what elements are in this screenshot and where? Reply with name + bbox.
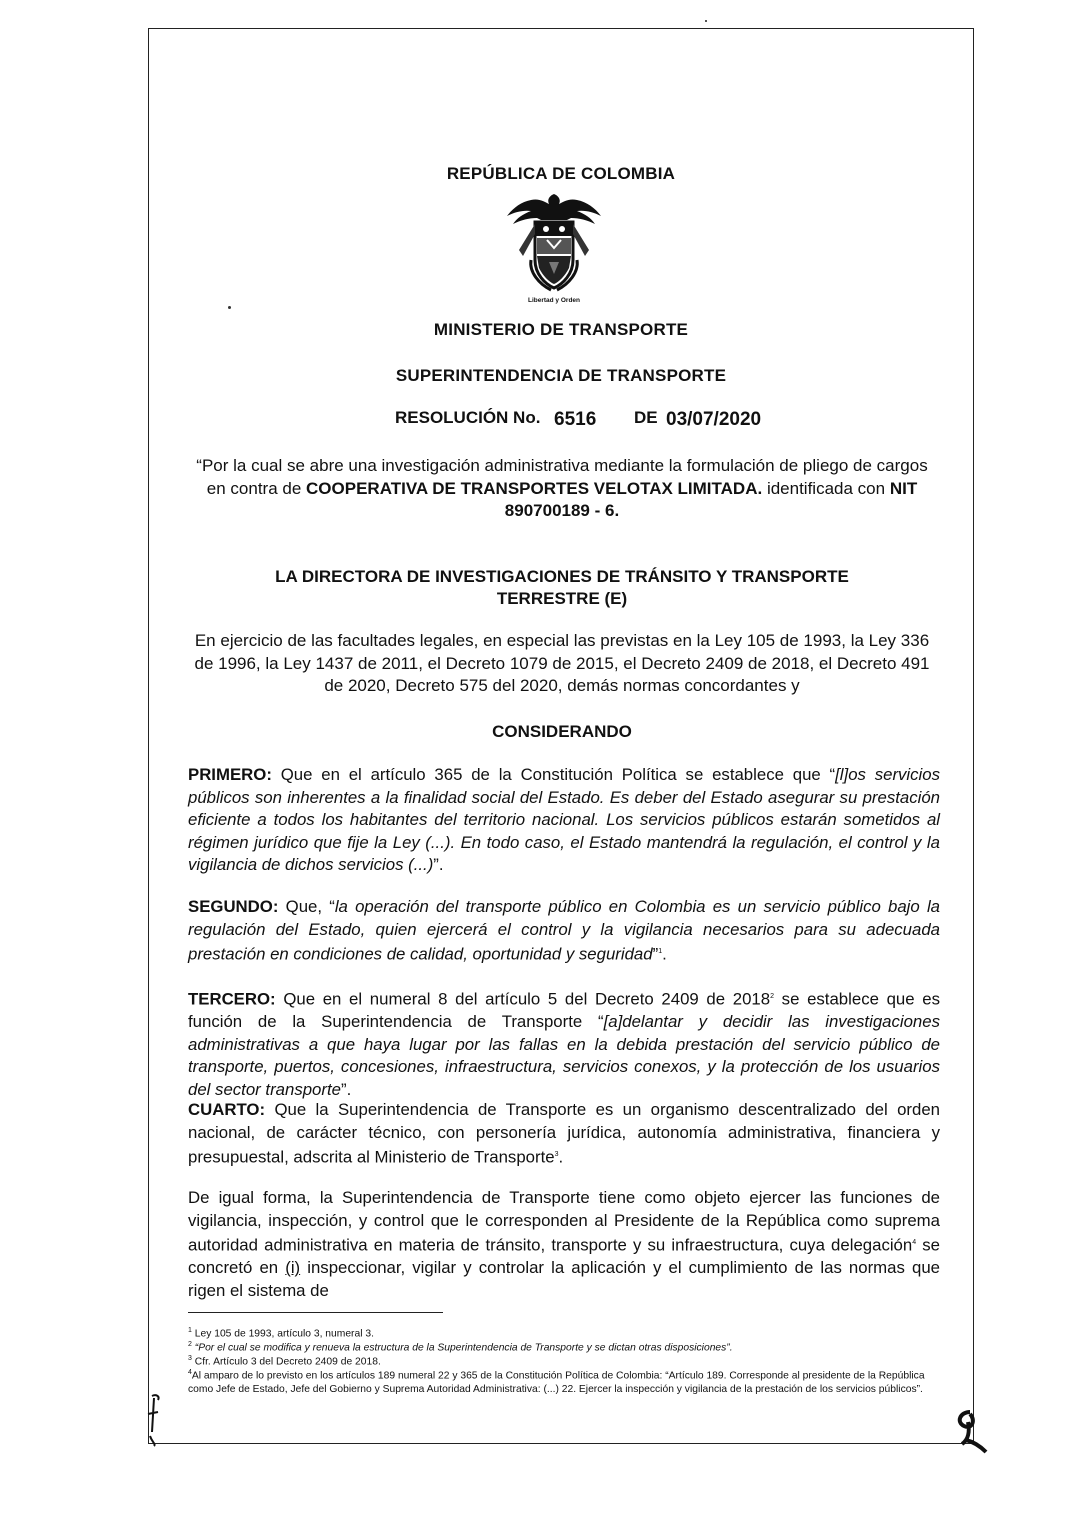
tercero-end: ”. (340, 1079, 352, 1099)
cuarto-label: CUARTO: (188, 1100, 266, 1119)
company-name: COOPERATIVA DE TRANSPORTES VELOTAX LIMITADA. (306, 478, 763, 498)
agency-heading: SUPERINTENDENCIA DE TRANSPORTE (395, 366, 727, 385)
ministry-heading: MINISTERIO DE TRANSPORTE (433, 320, 689, 339)
segundo-text: Que, “ (278, 897, 335, 916)
faculties-paragraph: En ejercicio de las facultades legales, en especial las previstas en la Ley 105 de 1993, la Ley 336 de 1996, la Ley 1437 de 2011, el Decreto 1079 de 2015, el Decreto 2409 de 2018, el Decreto 491 de 2020, Decreto 575 del 2020, demás normas concordantes y (194, 631, 930, 695)
footnote-ref-3: 3 (554, 1151, 559, 1159)
footnote-number: 2 (188, 1341, 192, 1348)
tercero-text: Que en el numeral 8 del artículo 5 del Decreto 2409 de 2018 (275, 989, 771, 1009)
considerando-heading: CONSIDERANDO (492, 722, 632, 741)
authority-line-2: TERRESTRE (E) (496, 589, 628, 608)
company-nit: NIT 890700189 - 6. (504, 478, 918, 520)
subject-middle: identificada con (762, 478, 890, 498)
primero-label: PRIMERO: (188, 765, 272, 784)
cuarto-text: Que la Superintendencia de Transporte es un organismo descentralizado del orden nacional, de carácter técnico, con personería jurídica, autonomía administrativa, financiera y presupuestal, adscrita al Ministerio de Transporte (188, 1100, 940, 1167)
speck (705, 20, 707, 22)
margin-initial-mark (144, 1392, 166, 1448)
footnote-number: 4 (188, 1369, 192, 1376)
authority-line-1: LA DIRECTORA DE INVESTIGACIONES DE TRÁNSITO Y TRANSPORTE (275, 567, 849, 586)
speck (228, 306, 231, 309)
segundo-quote: la operación del transporte público en Colombia es un servicio público bajo la regulación del Estado, quien ejercerá el control y la vigilancia necesarios para su adecuada prestación en condiciones de calidad, oportunidad y seguridad (188, 897, 940, 964)
footnote-number: 3 (188, 1355, 192, 1362)
resolution-de: DE (634, 408, 658, 427)
motto: Libertad y Orden (527, 297, 580, 304)
resolution-subject (186, 455, 938, 523)
tercero-quote: [a]delantar y decidir las investigaciones administrativas a que haya lugar por las fallas en la debida prestación del servicio público de transporte, puertos, concesiones, infraestructura, servicios conexos, y la protección de los usuarios del sector transporte (188, 1012, 940, 1099)
footnote-text: Al amparo de lo previsto en los artículos 189 numeral 22 y 365 de la Constitución Política de Colombia: “Artículo 189. Corresponde al presidente de la República como Jefe de Estado, Jefe del Gobierno y Suprema Autoridad Administrativa: (...) 22. Ejercer la inspección y vigilancia de la prestación de los servicios públicos”. (188, 1370, 925, 1396)
coat-of-arms-icon (505, 190, 603, 295)
resolution-label: RESOLUCIÓN No. (395, 408, 541, 427)
segundo-end-2: . (662, 944, 667, 964)
primero-end: ”. (433, 855, 444, 875)
footnote-divider (188, 1312, 443, 1313)
authority-heading (186, 566, 938, 610)
resolution-number: 6516 (554, 409, 597, 430)
primero-quote: [l]os servicios públicos son inherentes a la finalidad social del Estado. Es deber del Estado asegurar su prestación eficiente a todos los habitantes del territorio nacional. Los servicios públicos estarán sometidos al régimen jurídico que fije la Ley (...). En todo caso, el Estado mantendrá la regulación, el control y la vigilancia de dichos servicios (...) (188, 765, 940, 875)
signature-initial-mark (950, 1408, 990, 1454)
footnote-4 (188, 1366, 948, 1397)
igual-text-2: se concretó en (188, 1235, 941, 1278)
item-marker: (i) (285, 1258, 301, 1278)
tercero-label: TERCERO: (188, 989, 276, 1009)
paragraph-primero (188, 764, 940, 877)
resolution-date: 03/07/2020 (666, 409, 762, 430)
footnote-ref-1: 1 (658, 948, 663, 956)
paragraph-de-igual-forma (188, 1187, 940, 1303)
footnote-text: “Por el cual se modifica y renueva la estructura de la Superintendencia de Transporte y se dictan otras disposiciones”. (191, 1342, 733, 1354)
paragraph-cuarto (188, 1099, 940, 1169)
footnote-ref-4: 4 (912, 1239, 917, 1247)
primero-text: Que en el artículo 365 de la Constitución Política se establece que “ (271, 765, 836, 784)
tercero-text-2: se establece que es función de la Superintendencia de Transporte “ (188, 989, 940, 1032)
segundo-label: SEGUNDO: (188, 897, 279, 916)
igual-text: De igual forma, la Superintendencia de Transporte tiene como objeto ejercer las funciones de vigilancia, inspección, y control que le corresponden al Presidente de la República como suprema autoridad administrativa en materia de tránsito, transporte y su infraestructura, cuya delegación (188, 1188, 940, 1255)
footnote-text: Ley 105 de 1993, artículo 3, numeral 3. (191, 1328, 374, 1340)
footnote-number: 1 (188, 1327, 192, 1334)
segundo-end: ” (652, 944, 659, 964)
footnote-ref-2: 2 (770, 993, 774, 1000)
footnote-text: Cfr. Artículo 3 del Decreto 2409 de 2018. (191, 1356, 381, 1368)
igual-text-3: inspeccionar, vigilar y controlar la aplicación y el cumplimiento de las normas que rigen el sistema de (188, 1258, 940, 1300)
paragraph-segundo (188, 896, 940, 966)
country-heading: REPÚBLICA DE COLOMBIA (446, 164, 676, 183)
paragraph-tercero (188, 986, 940, 1102)
cuarto-end: . (558, 1147, 564, 1167)
subject-prefix: “Por la cual se abre una investigación administrativa mediante la formulación de pliego de cargos en contra de (196, 456, 928, 498)
